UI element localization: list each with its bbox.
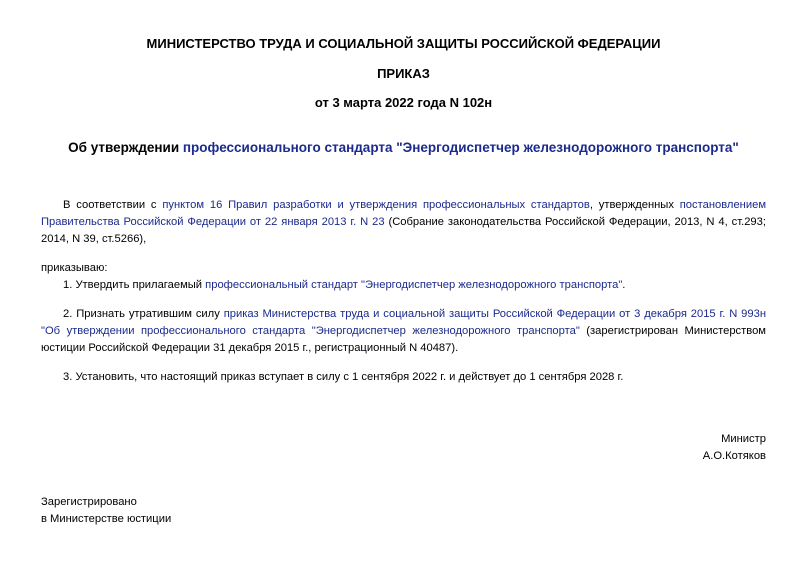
document-date-number: от 3 марта 2022 года N 102н — [314, 95, 493, 110]
order-word: приказываю: — [41, 262, 108, 274]
preamble-text-2: , утвержденных — [589, 199, 680, 211]
order-item-1 — [41, 277, 766, 294]
item2-text-2: (зарегистрирован Министерством юстиции Российской Федерации 31 декабря 2015 г., регистрационный N 40487). — [41, 325, 766, 354]
item2-text-1: 2. Признать утратившим силу — [63, 308, 224, 320]
signatory-post: Министр — [721, 433, 766, 445]
previous-order-link[interactable]: приказ Министерства труда и социальной защиты Российской Федерации от 3 декабря 2015 г. N 993н "Об утверждении профессионального стандарта "Энергодиспетчер железнодорожного транспорта" — [41, 308, 766, 337]
title-standard-link[interactable]: профессионального стандарта "Энергодиспетчер железнодорожного транспорта" — [182, 140, 739, 155]
rules-paragraph-link[interactable]: пунктом 16 Правил разработки и утверждения профессиональных стандартов — [162, 199, 590, 211]
preamble-text-1: В соответствии с — [63, 199, 163, 211]
document-type: ПРИКАЗ — [377, 66, 430, 81]
preamble-paragraph — [41, 197, 766, 248]
ministry-name: МИНИСТЕРСТВО ТРУДА И СОЦИАЛЬНОЙ ЗАЩИТЫ РОССИЙСКОЙ ФЕДЕРАЦИИ — [146, 36, 661, 51]
registration-line-2: в Министерстве юстиции — [41, 513, 172, 525]
item1-text-1: 1. Утвердить прилагаемый — [63, 279, 206, 291]
order-item-3: 3. Установить, что настоящий приказ вступает в силу с 1 сентября 2022 г. и действует до 1 сентября 2028 г. — [63, 371, 624, 383]
document-title — [0, 139, 807, 156]
item1-text-2: . — [622, 279, 626, 291]
order-item-2 — [41, 306, 766, 357]
government-resolution-link[interactable]: постановлением Правительства Российской Федерации от 22 января 2013 г. N 23 — [41, 199, 767, 228]
registration-line-1: Зарегистрировано — [41, 496, 137, 508]
signatory-name: А.О.Котяков — [702, 450, 766, 462]
professional-standard-link[interactable]: профессиональный стандарт "Энергодиспетчер железнодорожного транспорта" — [205, 279, 623, 291]
preamble-text-3: (Собрание законодательства Российской Федерации, 2013, N 4, ст.293; 2014, N 39, ст.5266), — [41, 216, 766, 245]
title-prefix: Об утверждении — [68, 140, 183, 155]
